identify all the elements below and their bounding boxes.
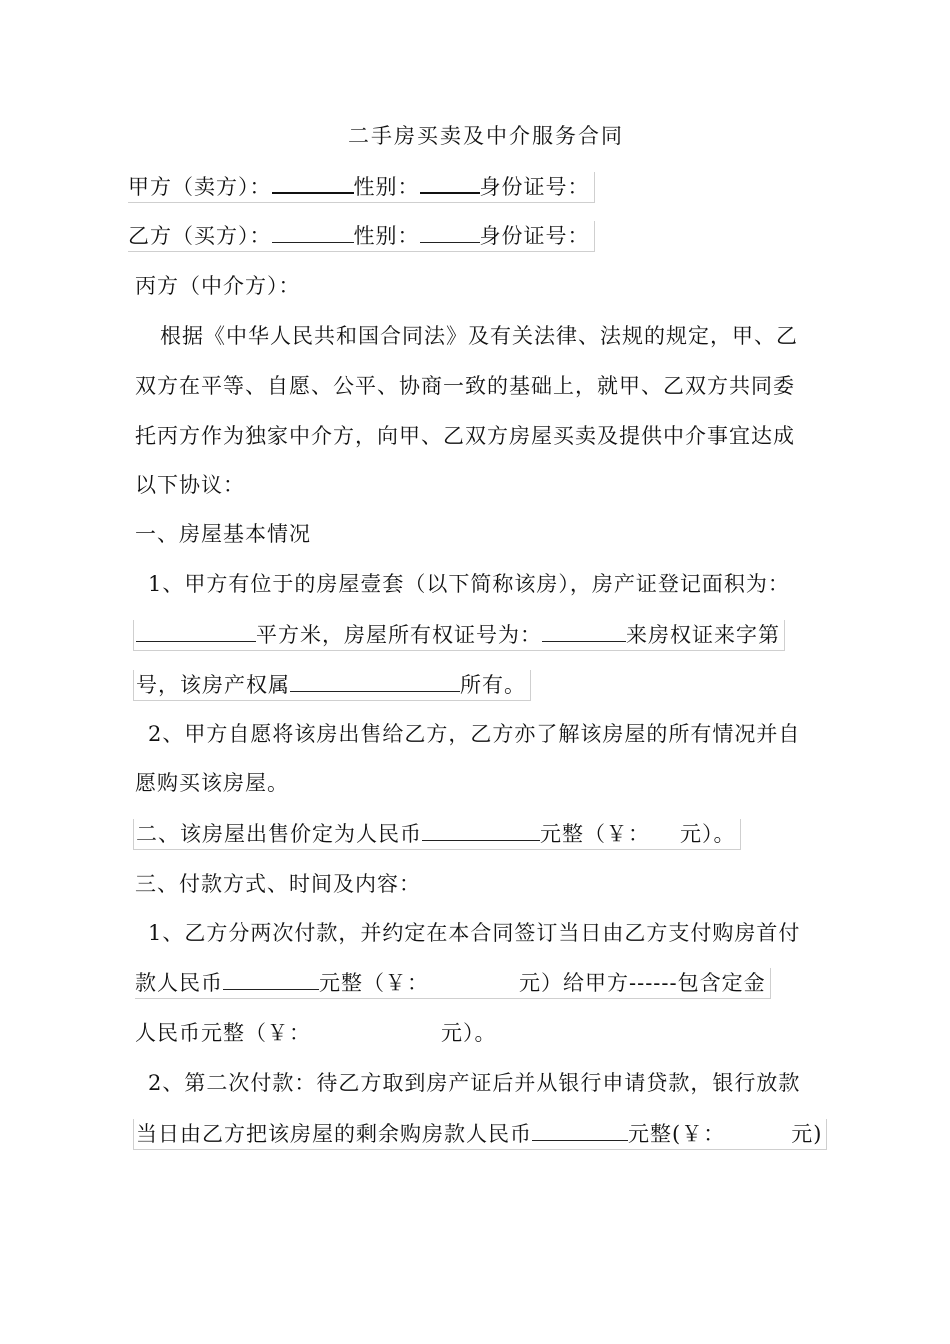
balance-end-text: 元): [791, 1122, 823, 1146]
document-title: 二手房买卖及中介服务合同: [348, 124, 624, 148]
certificate-text: 来房权证来字第: [626, 623, 780, 647]
party-b-id-label: 身份证号：: [479, 224, 590, 248]
deposit-text: 人民币元整（￥：: [135, 1021, 311, 1045]
party-b-gender-blank: [420, 222, 480, 243]
balance-yen-text: 元整(￥：: [628, 1122, 726, 1146]
party-b-gender-label: 性别：: [353, 224, 420, 248]
party-a-name-blank: [272, 172, 354, 194]
price-end-text: 元）。: [680, 822, 736, 846]
section-3-item-1-line-3: [135, 1018, 497, 1048]
price-text: 二、该房屋出售价定为人民币: [136, 822, 422, 846]
down-payment-text: 款人民币: [135, 971, 223, 995]
section-3-item-1-line-1: 1、乙方分两次付款，并约定在本合同签订当日由乙方支付购房首付: [148, 921, 801, 945]
price-yen-text: 元整（￥：: [540, 822, 650, 846]
section-1-item-2-line-2: 愿购买该房屋。: [135, 771, 289, 795]
party-a-gender-label: 性别：: [353, 175, 420, 199]
section-3-heading: 三、付款方式、时间及内容：: [135, 872, 421, 896]
section-1-item-2-line-1: 2、甲方自愿将该房出售给乙方，乙方亦了解该房屋的所有情况并自: [148, 722, 801, 746]
preamble-line-3: 托丙方作为独家中介方，向甲、乙双方房屋买卖及提供中介事宜达成: [135, 424, 795, 448]
balance-text: 当日由乙方把该房屋的剩余购房款人民币: [136, 1122, 532, 1146]
ownership-text: 号，该房产权属: [136, 673, 290, 697]
section-1-heading: 一、房屋基本情况: [135, 522, 311, 546]
party-a-label: 甲方（卖方）：: [128, 175, 272, 199]
party-a-gender-blank: [420, 172, 480, 194]
down-payment-yen-text: 元整（￥：: [319, 971, 429, 995]
section-3-item-2-line-1: 2、第二次付款：待乙方取到房产证后并从银行申请贷款，银行放款: [148, 1071, 801, 1095]
party-b-name-blank: [272, 222, 354, 243]
party-a-id-label: 身份证号：: [479, 175, 590, 199]
party-b-label: 乙方（买方）：: [128, 224, 272, 248]
down-payment-blank: [223, 969, 319, 990]
section-1-item-1-line-3: [133, 670, 531, 701]
preamble-line-1: 根据《中华人民共和国合同法》及有关法律、法规的规定，甲、乙: [160, 324, 798, 348]
owner-blank: [290, 671, 460, 692]
deposit-end-text: 元）。: [441, 1021, 497, 1045]
section-3-item-2-line-2: [133, 1119, 827, 1150]
area-blank: [136, 621, 256, 642]
ownership-end-text: 所有。: [460, 673, 526, 697]
party-c-line: 丙方（中介方）：: [135, 274, 301, 298]
section-2-line: [133, 819, 741, 850]
down-payment-end-text: 元）给甲方------包含定金: [519, 971, 766, 995]
balance-blank: [532, 1120, 628, 1141]
party-a-line: [128, 172, 595, 203]
price-blank: [422, 820, 540, 841]
section-3-item-1-line-2: [135, 968, 771, 999]
section-1-item-1-line-1: 1、甲方有位于的房屋壹套（以下简称该房），房产证登记面积为：: [148, 572, 790, 596]
party-b-line: [128, 221, 595, 252]
preamble-line-4: 以下协议：: [135, 473, 245, 497]
section-1-item-1-line-2: [133, 620, 785, 651]
area-text: 平方米，房屋所有权证号为：: [256, 623, 542, 647]
certificate-no-blank: [542, 621, 626, 642]
preamble-line-2: 双方在平等、自愿、公平、协商一致的基础上，就甲、乙双方共同委: [135, 374, 795, 398]
